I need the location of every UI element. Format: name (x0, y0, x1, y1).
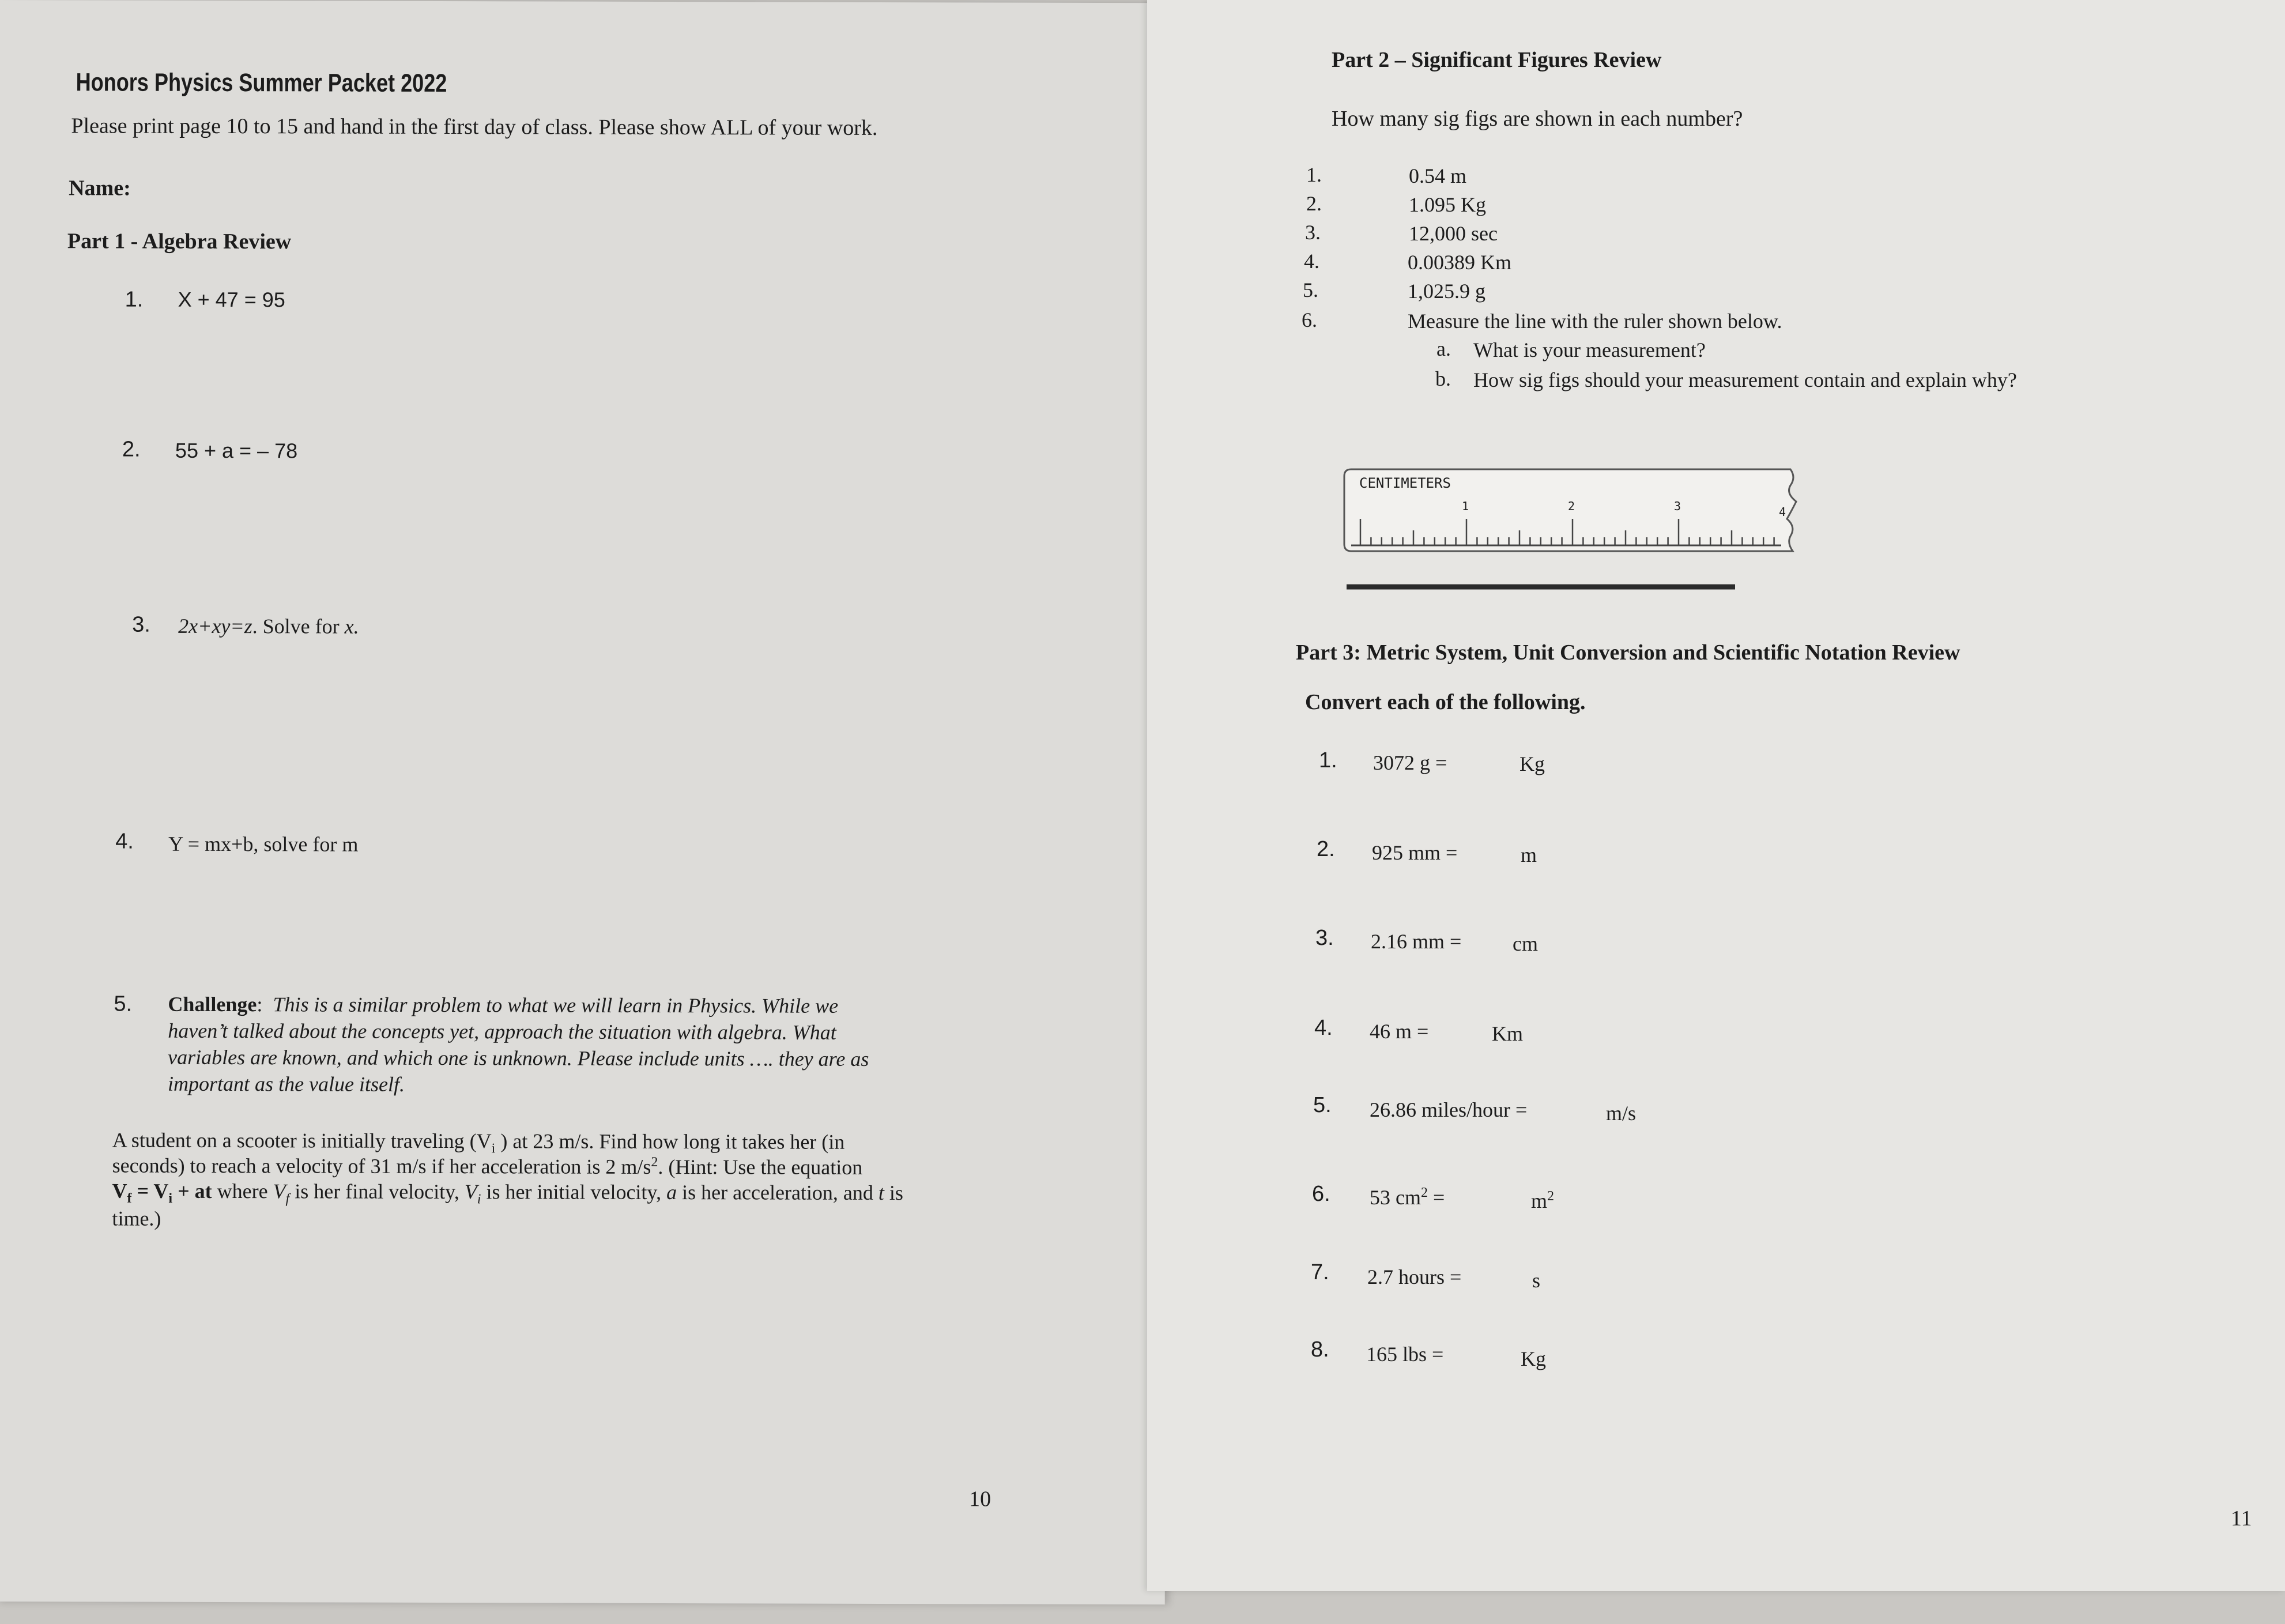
sigfig-value-3: 12,000 sec (1409, 222, 1498, 245)
convert-prompt: Convert each of the following. (1305, 690, 1586, 714)
ruler-figure (1343, 465, 1804, 591)
q5-line1 (168, 992, 838, 1018)
name-label: Name: (69, 176, 131, 201)
q1-text: X + 47 = 95 (178, 287, 285, 312)
problem-line2-b: . (Hint: Use the equation (658, 1155, 863, 1179)
vi-symbol: V (464, 1180, 477, 1204)
conv-expr-6-end: = (1427, 1186, 1445, 1209)
conv-unit-6 (1531, 1189, 1554, 1213)
conv-num-2: 2. (1317, 837, 1335, 861)
q3-variable: x. (344, 615, 359, 638)
equation-mid: = V (131, 1179, 169, 1203)
t-symbol: t (878, 1181, 885, 1205)
q3-number: 3. (132, 612, 150, 637)
equation-i: i (168, 1190, 173, 1206)
final-velocity-text: is her final velocity, (289, 1180, 465, 1204)
sigfig-num-3: 3. (1305, 221, 1321, 244)
conv-unit-4: Km (1492, 1022, 1523, 1045)
ruler-label: CENTIMETERS (1359, 475, 1451, 491)
acceleration-text: is her acceleration, and (677, 1181, 879, 1204)
q5-number: 5. (114, 992, 133, 1016)
conv-num-4: 4. (1314, 1016, 1333, 1040)
problem-line2-a: seconds) to reach a velocity of 31 m/s if her acceleration is 2 m/s (112, 1154, 651, 1178)
conv-expr-5: 26.86 miles/hour = (1370, 1098, 1528, 1121)
problem-line1 (112, 1128, 845, 1154)
sigfig-value-2: 1.095 Kg (1409, 193, 1486, 216)
conv-num-1: 1. (1319, 748, 1337, 773)
q4-text: Y = mx+b, solve for m (168, 832, 359, 856)
q3-expression: 2x+xy=z (178, 614, 252, 638)
conv-unit-3: cm (1513, 932, 1538, 955)
conv-expr-8: 165 lbs = (1366, 1343, 1444, 1366)
equation-end: + at (172, 1179, 212, 1203)
ruler-tick-2: 2 (1568, 499, 1575, 513)
page-11 (1147, 0, 2285, 1591)
page-number-10: 10 (969, 1487, 991, 1512)
sub-a-label: a. (1436, 337, 1451, 360)
equation-f: f (127, 1190, 132, 1206)
problem-line3 (112, 1179, 903, 1205)
sigfig-value-4: 0.00389 Km (1408, 251, 1511, 274)
q5-prompt-line4: important as the value itself. (168, 1072, 405, 1096)
q5-prompt-line2: haven’t talked about the concepts yet, approach the situation with algebra. What (168, 1019, 836, 1044)
where-text: where (212, 1179, 273, 1203)
ruler-tick-1: 1 (1462, 499, 1469, 513)
conv-unit-7: s (1532, 1269, 1541, 1292)
conv-unit-8: Kg (1521, 1347, 1546, 1370)
part1-heading: Part 1 - Algebra Review (67, 229, 292, 254)
conv-expr-6 (1370, 1185, 1445, 1209)
problem-line1-a: A student on a scooter is initially traveling (V (112, 1128, 492, 1153)
conv-num-5: 5. (1313, 1093, 1332, 1117)
conv-expr-6-base: 53 cm (1370, 1186, 1421, 1209)
sigfig-value-5: 1,025.9 g (1408, 280, 1485, 303)
challenge-colon: : (257, 993, 263, 1016)
challenge-label: Challenge (168, 992, 257, 1016)
sigfig-value-1: 0.54 m (1409, 164, 1467, 187)
conv-unit-6-base: m (1531, 1189, 1548, 1212)
sub-b-label: b. (1435, 367, 1451, 390)
conv-expr-1: 3072 g = (1373, 751, 1447, 774)
sigfig-num-4: 4. (1304, 250, 1319, 273)
problem-line1-b: ) at 23 m/s. Find how long it takes her (in (495, 1129, 845, 1154)
q2-number: 2. (122, 437, 141, 462)
conv-expr-6-sup: 2 (1420, 1185, 1428, 1200)
sigfig-num-2: 2. (1306, 192, 1322, 215)
equation-vf: V (112, 1179, 127, 1203)
conv-num-6: 6. (1312, 1182, 1330, 1206)
problem-line2-sup: 2 (651, 1154, 658, 1170)
conv-num-7: 7. (1311, 1260, 1329, 1284)
problem-line2 (112, 1154, 863, 1180)
conv-num-8: 8. (1311, 1337, 1329, 1362)
problem-line4: time.) (112, 1207, 161, 1230)
conv-unit-1: Kg (1519, 752, 1545, 775)
vi-sub: i (477, 1192, 481, 1207)
q1-number: 1. (125, 287, 144, 312)
q5-prompt-line3: variables are known, and which one is unknown. Please include units …. they are as (168, 1045, 869, 1071)
q3-text (178, 614, 359, 639)
conv-unit-6-sup: 2 (1547, 1189, 1555, 1204)
a-symbol: a (666, 1181, 677, 1204)
q4-number: 4. (115, 829, 134, 854)
page-number-11: 11 (2231, 1506, 2252, 1531)
sub-b-text: How sig figs should your measurement contain and explain why? (1473, 368, 2017, 391)
sigfig-num-5: 5. (1303, 278, 1318, 302)
instructions: Please print page 10 to 15 and hand in the first day of class. Please show ALL of your work. (71, 114, 878, 140)
vf-sub: f (285, 1191, 290, 1207)
sigfig-prompt: How many sig figs are shown in each number? (1332, 107, 1743, 131)
packet-title: Honors Physics Summer Packet 2022 (76, 68, 447, 98)
sigfig-num-1: 1. (1306, 163, 1322, 186)
vf-symbol: V (273, 1180, 286, 1203)
conv-expr-2: 925 mm = (1372, 841, 1458, 864)
q3-instruction: . Solve for (252, 615, 345, 638)
part2-heading: Part 2 – Significant Figures Review (1332, 48, 1662, 72)
conv-unit-5: m/s (1606, 1102, 1637, 1125)
equation (112, 1179, 212, 1206)
conv-expr-7: 2.7 hours = (1367, 1265, 1462, 1288)
conv-num-3: 3. (1315, 926, 1334, 950)
initial-velocity-text: is her initial velocity, (481, 1180, 667, 1204)
conv-expr-4: 46 m = (1370, 1020, 1429, 1043)
ruler-tick-4: 4 (1779, 505, 1786, 519)
conv-expr-3: 2.16 mm = (1371, 930, 1462, 953)
ruler-tick-3: 3 (1674, 499, 1681, 513)
part3-heading: Part 3: Metric System, Unit Conversion and Scientific Notation Review (1296, 640, 1960, 665)
problem-line1-sub: i (491, 1141, 496, 1156)
sigfig-num-6: 6. (1302, 308, 1317, 331)
is-text: is (884, 1181, 904, 1205)
conv-unit-2: m (1521, 843, 1537, 866)
q2-text: 55 + a = – 78 (175, 438, 298, 463)
q5-prompt-line1: This is a similar problem to what we will learn in Physics. While we (273, 993, 839, 1018)
sub-a-text: What is your measurement? (1473, 338, 1706, 361)
sigfig-value-6: Measure the line with the ruler shown below. (1408, 310, 1782, 333)
